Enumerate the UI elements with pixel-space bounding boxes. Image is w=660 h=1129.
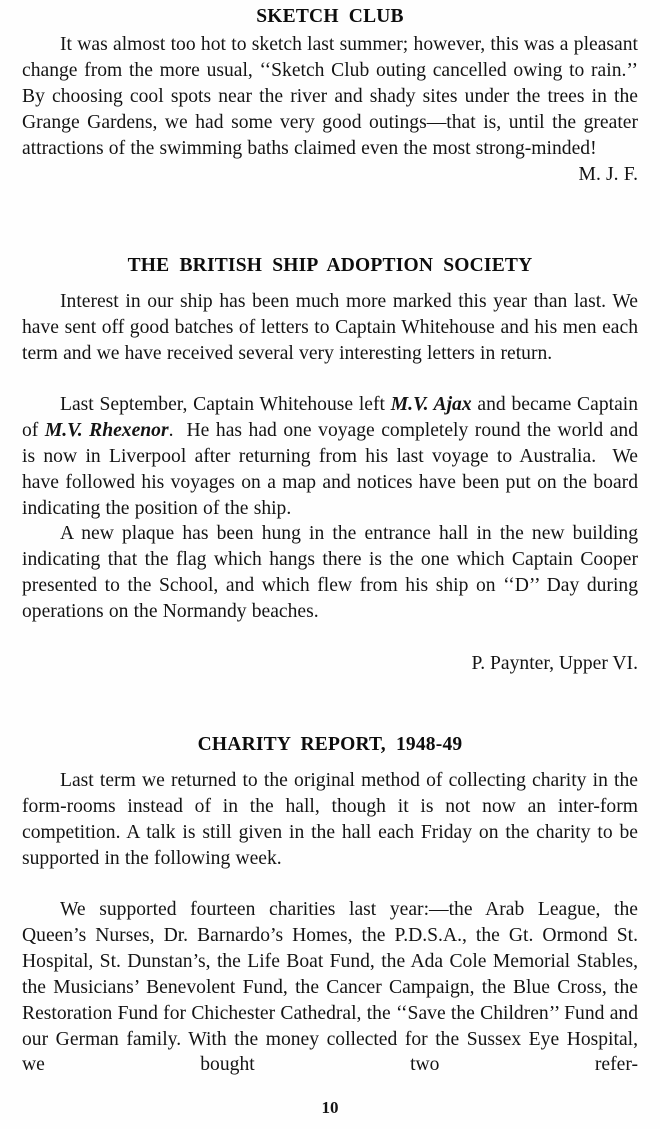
byline-british-ship-adoption-society: P. Paynter, Upper VI.: [471, 653, 638, 674]
ship-name-ajax: M.V. Ajax: [390, 394, 472, 415]
paragraph-charity-list: We supported fourteen charities last year:—the Arab League, the Queen’s Nurses, Dr. Barnardo’s Homes, the P.D.S.A., the Gt. Ormond St. Hospital, St. Dunstan’s, the Life Boat Fund, the Ada Cole Memorial Stables, the Musicians’ Benevolent Fund, the Cancer Campaign, the Blue Cross, the Restoration Fund for Chichester Cathedral, the ‘‘Save the Children’’ Fund and our German family. With the money collected for the Sussex Eye Hospital, we bought two refer-: [22, 899, 638, 1076]
paragraph-with-ship-names: Last September, Captain Whitehouse left M.V. Ajax and became Captain of M.V. Rhexenor. He has had one voyage completely round the world and is now in Liverpool after returning from his last voyage to Australia. We have followed his voyages on a map and notices have been put on the board indicating the position of the ship.: [22, 394, 639, 519]
paragraph-text: It was almost too hot to sketch last summer; however, this was a pleasant change from the more usual, ‘‘Sketch Club outing cancelled owing to rain.’’ By choosing cool spots near the river and shady sites under the trees in the Grange Gardens, we had some very good outings—that is, until the greater attractions of the swimming baths claimed even the most strong-minded!: [22, 34, 638, 159]
paragraph: [22, 32, 638, 185]
paragraph: A new plaque has been hung in the entrance hall in the new building indicating that the flag which hangs there is the one which Captain Cooper presented to the School, and which flew from his ship on ‘‘D’’ Day during operations on the Normandy beaches.: [22, 523, 638, 622]
section-heading-charity-report: CHARITY REPORT, 1948-49: [197, 734, 463, 755]
section-body-sketch-club: [22, 32, 638, 187]
page-number: 10: [321, 1098, 339, 1117]
ship-name-rhexenor: M.V. Rhexenor: [44, 419, 169, 441]
byline-sketch-club: M. J. F.: [578, 163, 638, 185]
paragraph: Last term we returned to the original method of collecting charity in the form-rooms instead of in the hall, though it is not now an inter-form competition. A talk is still given in the hall each Friday on the charity to be supported in the following week.: [22, 770, 638, 869]
section-heading-sketch-club: SKETCH CLUB: [256, 6, 404, 27]
section-heading-british-ship-adoption-society: THE BRITISH SHIP ADOPTION SOCIETY: [127, 255, 533, 276]
paragraph: Interest in our ship has been much more marked this year than last. We have sent off good batches of letters to Captain Whitehouse and his men each term and we have received several very interesting letters in return.: [22, 291, 638, 364]
